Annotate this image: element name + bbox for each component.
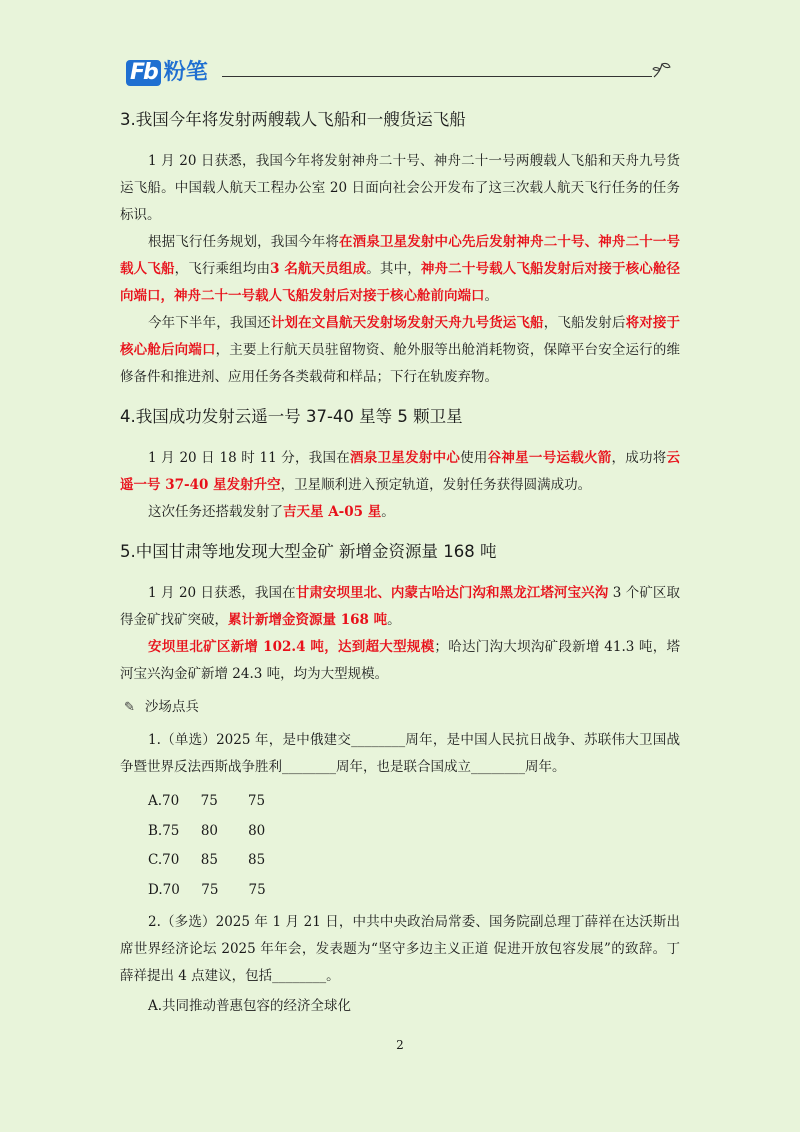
answer-option: C.70 85 85 bbox=[148, 852, 266, 868]
body-text: 1 月 20 日 18 时 11 分，我国在 bbox=[148, 450, 351, 466]
section-body bbox=[120, 148, 680, 391]
body-text: ，卫星顺利进入预定轨道，发射任务获得圆满成功。 bbox=[280, 477, 592, 493]
paragraph bbox=[120, 499, 680, 526]
paragraph bbox=[120, 580, 680, 634]
body-text: 3 个矿区取得金矿找矿突破， bbox=[120, 585, 681, 628]
body-text: 。其中， bbox=[366, 261, 421, 277]
highlighted-text: 吉天星 A-05 星 bbox=[283, 504, 382, 520]
question-2: 2.（多选）2025 年 1 月 21 日，中共中央政治局常委、国务院副总理丁薛祥在达沃斯出席世界经济论坛 2025 年年会，发表题为“坚守多边主义正道 促进开放包容发展”的致辞。丁薛祥提出 4 点建议，包括________。 bbox=[120, 914, 680, 984]
body-text: ，成功将 bbox=[611, 450, 667, 466]
section-body bbox=[120, 445, 680, 526]
body-text: 根据飞行任务规划，我国今年将 bbox=[148, 234, 340, 250]
article-body bbox=[120, 106, 680, 1022]
highlighted-text: 云遥一号 37-40 星发射升空 bbox=[120, 450, 681, 493]
highlighted-text: 酒泉卫星发射中心 bbox=[350, 450, 461, 466]
practice-header bbox=[124, 694, 680, 721]
body-text: 这次任务还搭载发射了 bbox=[148, 504, 283, 520]
header-rule bbox=[222, 76, 652, 77]
page-number: 2 bbox=[396, 1038, 404, 1052]
answer-option: A.70 75 75 bbox=[148, 793, 266, 809]
page-header bbox=[0, 0, 800, 100]
answer-option: A.共同推动普惠包容的经济全球化 bbox=[148, 998, 352, 1014]
section-title: 5.中国甘肃等地发现大型金矿 新增金资源量 168 吨 bbox=[120, 542, 497, 561]
paragraph bbox=[120, 310, 680, 391]
paragraph bbox=[120, 148, 680, 229]
question-2-options bbox=[120, 992, 680, 1022]
pencil-icon: ✎ bbox=[124, 700, 135, 715]
logo-text: 粉笔 bbox=[163, 60, 208, 85]
body-text: 。 bbox=[387, 612, 401, 628]
highlighted-text: 甘肃安坝里北、内蒙古哈达门沟和黑龙江塔河宝兴沟 bbox=[295, 585, 609, 601]
section-title: 3.我国今年将发射两艘载人飞船和一艘货运飞船 bbox=[120, 110, 466, 129]
question-1: 1.（单选）2025 年，是中俄建交________周年，是中国人民抗日战争、苏联伟大卫国战争暨世界反法西斯战争胜利________周年，也是联合国成立________周年。 bbox=[120, 732, 680, 775]
highlighted-text: 在酒泉卫星发射中心先后发射神舟二十号、神舟二十一号载人飞船 bbox=[120, 234, 681, 277]
highlighted-text: 神舟二十号载人飞船发射后对接于核心舱径向端口，神舟二十一号载人飞船发射后对接于核心舱前向端口 bbox=[120, 261, 681, 304]
fenbi-logo bbox=[126, 60, 208, 86]
highlighted-text: 计划在文昌航天发射场发射天舟九号货运飞船 bbox=[270, 315, 544, 331]
highlighted-text: 3 名航天员组成 bbox=[270, 261, 367, 277]
body-text: 使用 bbox=[460, 450, 488, 466]
section-title: 4.我国成功发射云遥一号 37-40 星等 5 颗卫星 bbox=[120, 407, 463, 426]
answer-option: D.70 75 75 bbox=[148, 881, 266, 898]
highlighted-text: 安坝里北矿区新增 102.4 吨，达到超大型规模 bbox=[148, 639, 435, 655]
answer-option: B.75 80 80 bbox=[148, 822, 266, 839]
paragraph bbox=[120, 445, 680, 499]
body-text: 。 bbox=[484, 288, 498, 304]
paragraph bbox=[120, 634, 680, 688]
paragraph bbox=[120, 229, 680, 310]
highlighted-text: 累计新增金资源量 168 吨 bbox=[228, 612, 388, 628]
body-text: ，飞船发射后 bbox=[543, 315, 626, 331]
logo-mark: Fb bbox=[126, 60, 161, 86]
highlighted-text: 谷神星一号运载火箭 bbox=[487, 450, 612, 466]
highlighted-text: 将对接于核心舱后向端口 bbox=[120, 315, 681, 358]
question-1-options bbox=[120, 787, 680, 905]
body-text: 今年下半年，我国还 bbox=[148, 315, 271, 331]
body-text: ，飞行乘组均由 bbox=[174, 261, 271, 277]
body-text: ；哈达门沟大坝沟矿段新增 41.3 吨，塔河宝兴沟金矿新增 24.3 吨，均为大型规模。 bbox=[120, 639, 680, 682]
body-text: 1 月 20 日获悉，我国今年将发射神舟二十号、神舟二十一号两艘载人飞船和天舟九号货运飞船。中国载人航天工程办公室 20 日面向社会公开发布了这三次载人航天飞行任务的任务标识。 bbox=[120, 153, 680, 223]
section-body bbox=[120, 580, 680, 688]
sprout-icon bbox=[650, 60, 674, 80]
body-text: ，主要上行航天员驻留物资、舱外服等出舱消耗物资，保障平台安全运行的维修备件和推进剂、应用任务各类载荷和样品；下行在轨废弃物。 bbox=[120, 342, 681, 385]
body-text: 。 bbox=[381, 504, 395, 520]
body-text: 1 月 20 日获悉，我国在 bbox=[148, 585, 296, 601]
practice-label: 沙场点兵 bbox=[144, 699, 199, 715]
